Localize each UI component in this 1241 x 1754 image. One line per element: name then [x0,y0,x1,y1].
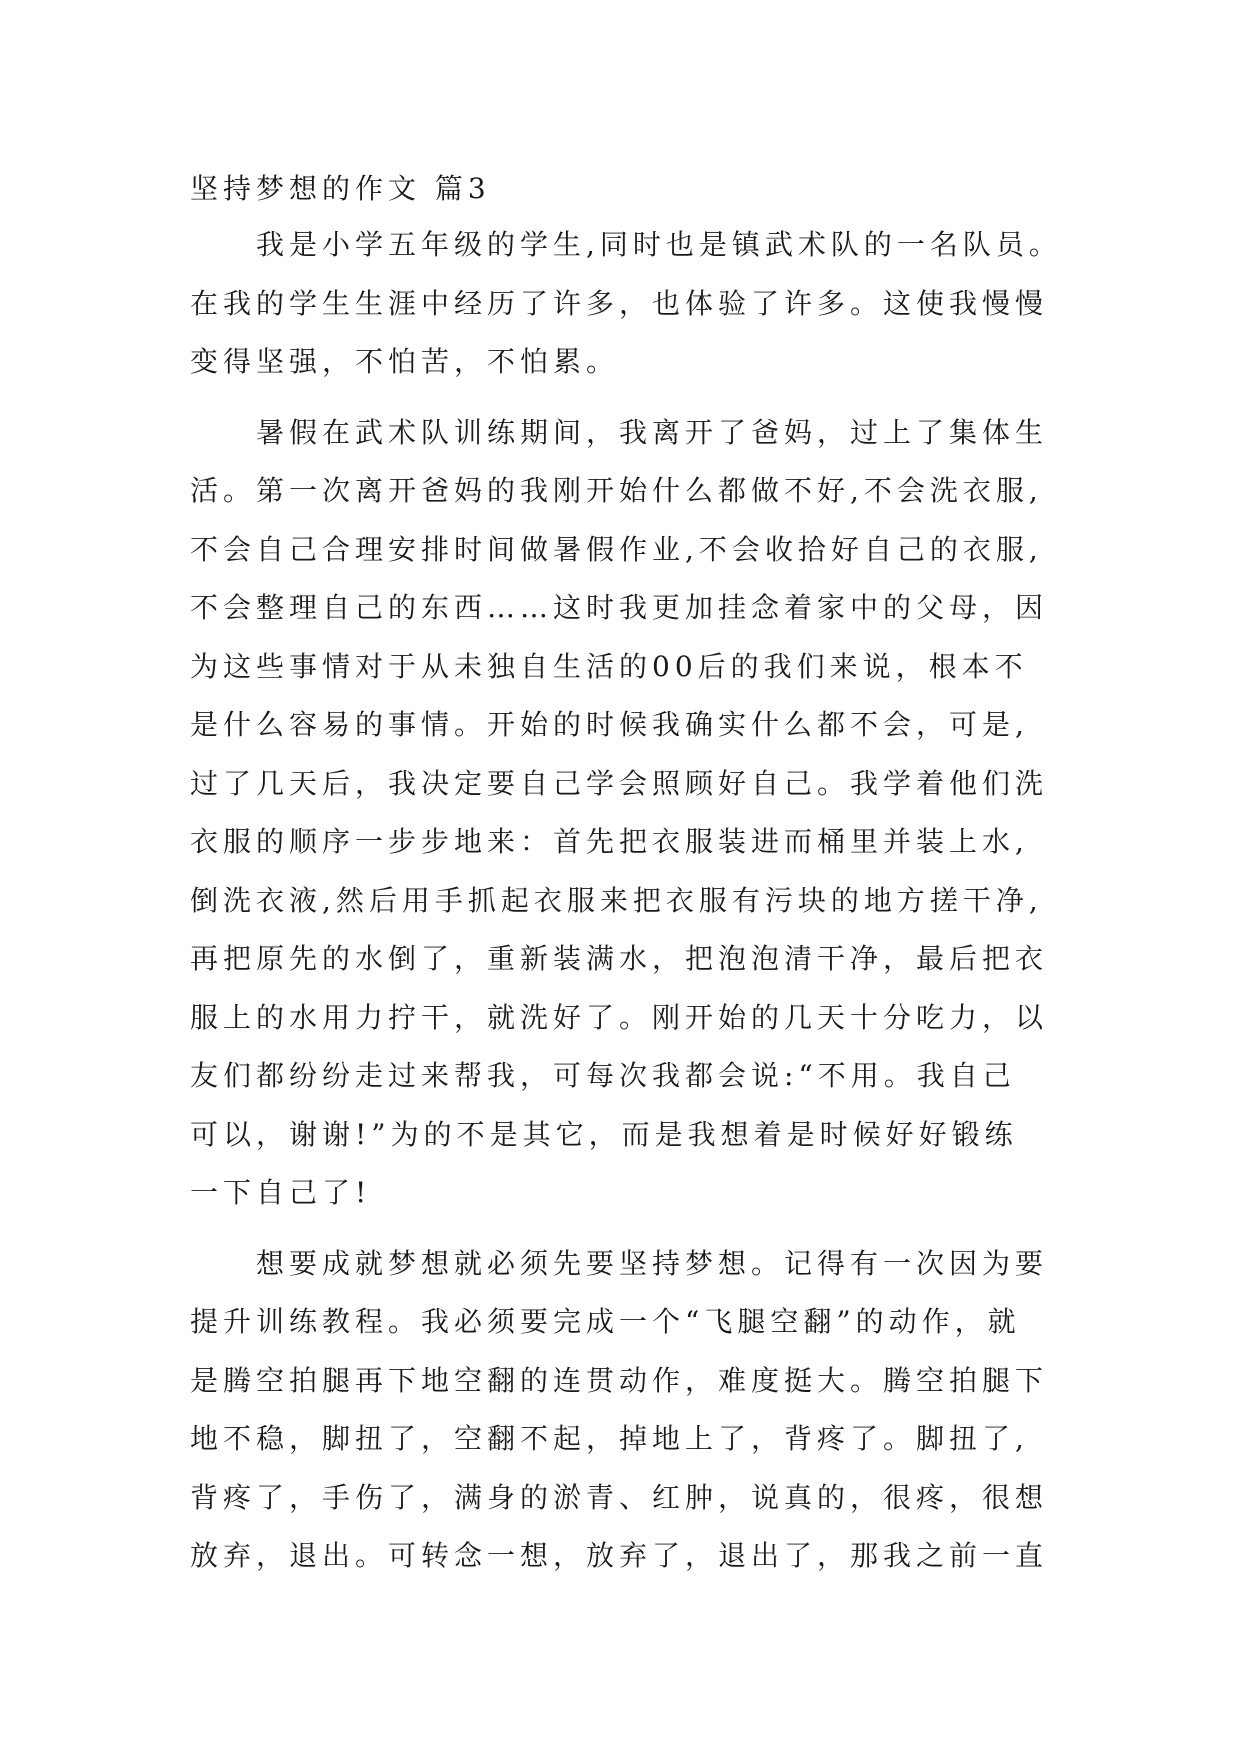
text-line: 活。第一次离开爸妈的我刚开始什么都做不好,不会洗衣服, [190,474,1043,507]
text-line: 友们都纷纷走过来帮我，可每次我都会说:“不用。我自己 [190,1059,1016,1092]
text-line: 提升训练教程。我必须要完成一个“飞腿空翻”的动作，就 [190,1305,1021,1338]
text-line: 不会整理自己的东西……这时我更加挂念着家中的父母，因 [190,591,1049,624]
text-line: 不会自己合理安排时间做暑假作业,不会收拾好自己的衣服, [190,532,1043,566]
paragraph-gap [190,1223,1070,1235]
text-line: 过了几天后，我决定要自己学会照顾好自己。我学着他们洗 [190,766,1049,800]
text-line: 倒洗衣液,然后用手抓起衣服来把衣服有污块的地方搓干净, [190,883,1043,917]
paragraph-1 [190,216,1070,392]
text-line: 我是小学五年级的学生,同时也是镇武术队的一名队员。 [256,228,1062,261]
paragraph-2 [190,404,1070,1223]
text-line: 衣服的顺序一步步地来：首先把衣服装进而桶里并装上水, [190,825,1029,858]
essay-title: 坚持梦想的作文 篇3 [190,172,491,205]
text-line: 再把原先的水倒了，重新装满水，把泡泡清干净，最后把衣 [190,942,1049,975]
document-body [190,162,1070,1586]
text-line: 是腾空拍腿再下地空翻的连贯动作，难度挺大。腾空拍腿下 [190,1363,1049,1397]
text-line: 背疼了，手伤了，满身的淤青、红肿，说真的，很疼，很想 [190,1480,1049,1514]
text-line: 服上的水用力拧干，就洗好了。刚开始的几天十分吃力，以 [190,1000,1049,1034]
text-line: 放弃，退出。可转念一想，放弃了，退出了，那我之前一直 [190,1539,1049,1572]
paragraph-3 [190,1235,1070,1586]
text-line: 为这些事情对于从未独自生活的00后的我们来说，根本不 [190,649,1028,683]
text-line: 地不稳，脚扭了，空翻不起，掉地上了，背疼了。脚扭了, [190,1422,1029,1455]
text-line: 一下自己了! [190,1176,372,1209]
text-line: 变得坚强，不怕苦，不怕累。 [190,345,620,378]
text-line: 在我的学生生涯中经历了许多，也体验了许多。这使我慢慢 [190,286,1049,320]
paragraph-gap [190,392,1070,404]
text-line: 可以，谢谢!”为的不是其它，而是我想着是时候好好锻练 [190,1117,1018,1151]
text-line: 暑假在武术队训练期间，我离开了爸妈，过上了集体生 [256,415,1049,449]
text-line: 想要成就梦想就必须先要坚持梦想。记得有一次因为要 [256,1246,1049,1280]
text-line: 是什么容易的事情。开始的时候我确实什么都不会，可是, [190,708,1029,741]
